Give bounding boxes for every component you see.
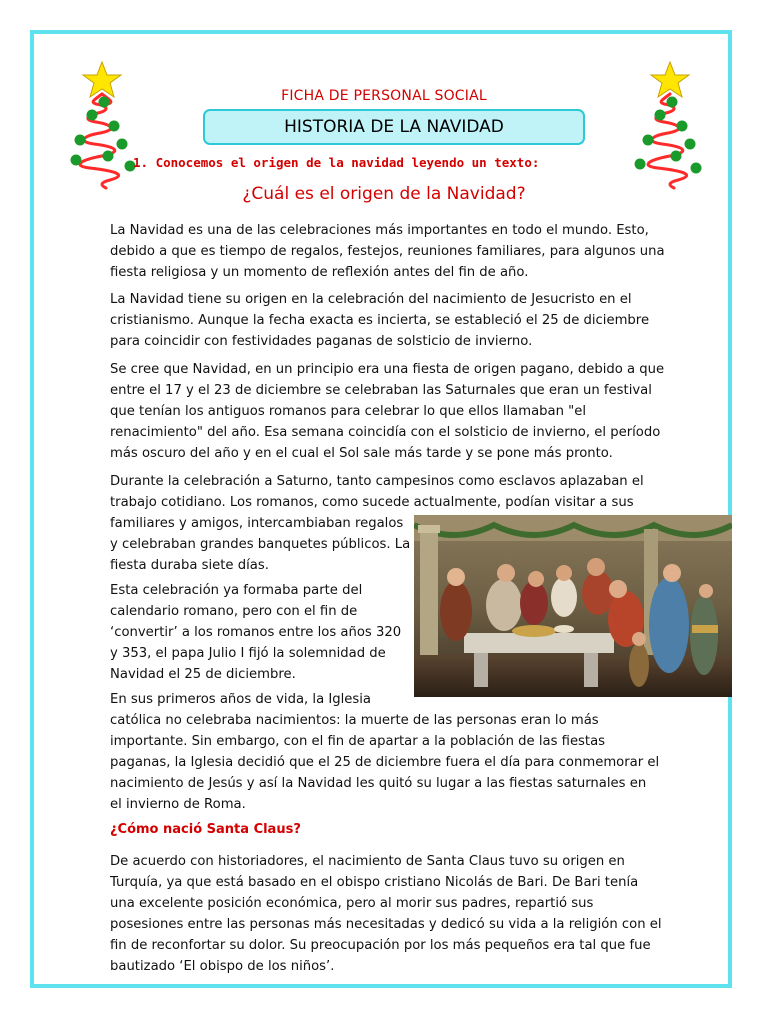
- text-line: importante. Sin embargo, con el fin de apartar a la población de las fiestas: [110, 734, 606, 749]
- article-heading: ¿Cuál es el origen de la Navidad?: [242, 184, 526, 204]
- paragraph-3: [110, 359, 670, 464]
- text-line: De acuerdo con historiadores, el nacimiento de Santa Claus tuvo su origen en: [110, 854, 625, 869]
- text-line: fiesta duraba siete días.: [110, 558, 269, 573]
- text-line: católica no celebraba nacimientos: la muerte de las personas eran lo más: [110, 713, 599, 728]
- text-line: calendario romano, pero con el fin de: [110, 604, 358, 619]
- paragraph-2: [110, 289, 670, 352]
- text-line: entre el 17 y el 23 de diciembre se celebraban las Saturnales que eran un festival: [110, 383, 652, 398]
- text-line: La Navidad tiene su origen en la celebración del nacimiento de Jesucristo en el: [110, 292, 632, 307]
- text-line: familiares y amigos, intercambiaban regalos: [110, 516, 404, 531]
- text-line: para coincidir con festividades paganas de solsticio de invierno.: [110, 334, 533, 349]
- worksheet-kicker: FICHA DE PERSONAL SOCIAL: [281, 88, 487, 104]
- text-line: ‘convertir’ a los romanos entre los años 320: [110, 625, 402, 640]
- christmas-tree-icon: [626, 60, 706, 190]
- text-line: Se cree que Navidad, en un principio era una fiesta de origen pagano, debido a que: [110, 362, 665, 377]
- santa-claus-subheading: ¿Cómo nació Santa Claus?: [110, 822, 301, 837]
- paragraph-6: [110, 689, 670, 815]
- paragraph-1: [110, 220, 670, 283]
- text-line: una excelente posición económica, pero al morir sus padres, repartió sus: [110, 896, 594, 911]
- text-line: paganas, la Iglesia decidió que el 25 de diciembre fuera el día para conmemorar el: [110, 755, 660, 770]
- text-line: el invierno de Roma.: [110, 797, 246, 812]
- text-line: fiesta religiosa y un momento de reflexión antes del fin de año.: [110, 265, 529, 280]
- text-line: En sus primeros años de vida, la Iglesia: [110, 692, 371, 707]
- text-line: fin de reconfortar su dolor. Su preocupación por los más pequeños era tal que fue: [110, 938, 651, 953]
- paragraph-7: [110, 851, 670, 977]
- activity-instruction: 1. Conocemos el origen de la navidad leyendo un texto:: [133, 155, 540, 170]
- text-line: posesiones entre las personas más necesitadas y dedicó su vida a la religión con el: [110, 917, 662, 932]
- christmas-tree-icon: [62, 60, 142, 190]
- text-line: debido a que es tiempo de regalos, festejos, reuniones familiares, para algunos una: [110, 244, 665, 259]
- text-line: que tenían los antiguos romanos para celebrar lo que ellos llamaban "el: [110, 404, 587, 419]
- text-line: Durante la celebración a Saturno, tanto campesinos como esclavos aplazaban el: [110, 474, 644, 489]
- text-line: trabajo cotidiano. Los romanos, como sucede actualmente, podían visitar a sus: [110, 495, 634, 510]
- text-line: Navidad el 25 de diciembre.: [110, 667, 296, 682]
- text-line: cristianismo. Aunque la fecha exacta es incierta, se estableció el 25 de diciembre: [110, 313, 650, 328]
- text-line: bautizado ‘El obispo de los niños’.: [110, 959, 335, 974]
- text-line: y celebraban grandes banquetes públicos. La: [110, 537, 411, 552]
- text-line: nacimiento de Jesús y así la Navidad les quitó su lugar a las fiestas saturnales en: [110, 776, 647, 791]
- text-line: y 353, el papa Julio I fijó la solemnidad de: [110, 646, 386, 661]
- paragraph-5: [110, 580, 402, 685]
- page-title: [203, 109, 585, 145]
- text-line: La Navidad es una de las celebraciones más importantes en todo el mundo. Esto,: [110, 223, 649, 238]
- text-line: Turquía, ya que está basado en el obispo cristiano Nicolás de Bari. De Bari tenía: [110, 875, 639, 890]
- page-title-text: HISTORIA DE LA NAVIDAD: [284, 117, 504, 137]
- text-line: renacimiento" del año. Esa semana coincidía con el solsticio de invierno, el período: [110, 425, 661, 440]
- text-line: Esta celebración ya formaba parte del: [110, 583, 363, 598]
- roman-feast-painting: [414, 515, 732, 697]
- text-line: más oscuro del año y en el cual el Sol sale más tarde y se pone más pronto.: [110, 446, 613, 461]
